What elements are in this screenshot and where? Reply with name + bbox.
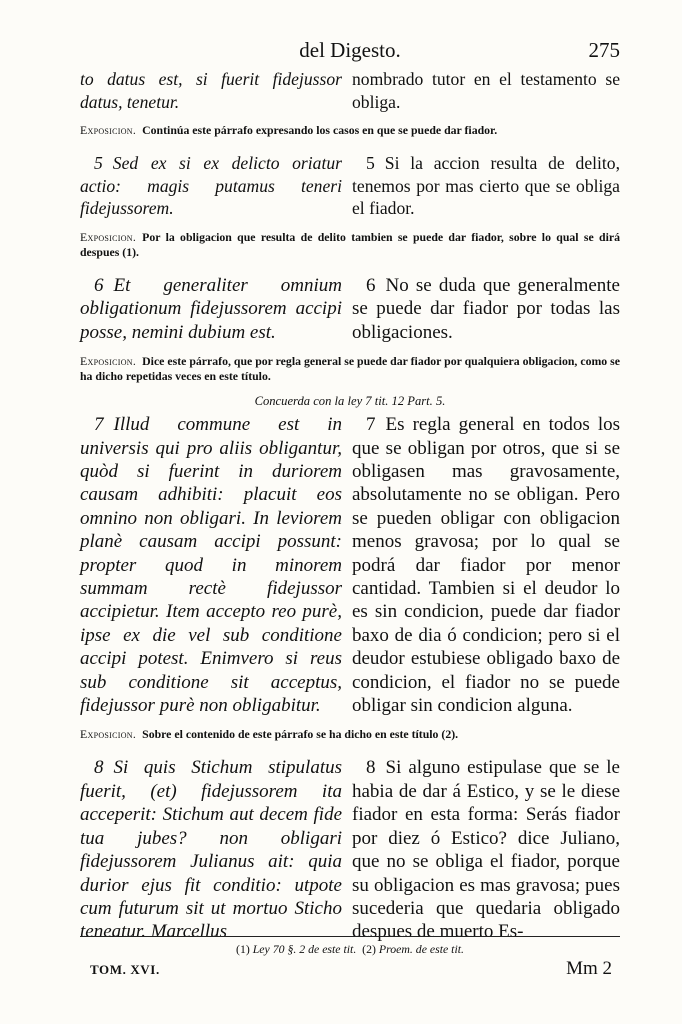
signature-mark: Mm 2: [566, 958, 612, 979]
exposicion-text: Continúa este párrafo expresando los casos en que se puede dar fiador.: [142, 123, 498, 138]
exposicion-label: Exposicion.: [80, 229, 137, 244]
concordance-note: Concuerda con la ley 7 tit. 12 Part. 5.: [254, 394, 446, 409]
paragraph-number: 5: [94, 153, 103, 174]
footnote-marker: (1): [236, 942, 250, 956]
footnote-marker: (2): [362, 942, 376, 956]
paragraph-number: 5: [366, 153, 375, 174]
paragraph-number: 7: [94, 414, 104, 436]
latin-text: Illud commune est in universis qui pro aliis obligantur, quòd si fuerint in duriorem causam adhibiti: placuit eos omnino non obligari. In leviorem planè causam accipi possunt: propter quod in minorem summam rectè fidejussor accipietur. Item accepto reo purè, ipse ex die vel sub conditione accipi potest. Enimvero si reus sub conditione sit acceptus, fidejussor purè non obligabitur.: [80, 414, 342, 717]
exposicion-note: [80, 123, 620, 138]
page-number: 275: [588, 38, 620, 62]
paragraph-pair: [80, 413, 620, 717]
spanish-text: Es regla general en todos los que se obligan por otros, que si se obligasen mas gravosamente, absolutamente no se obligan. Pero se pueden obligar con obligacion menos gravosa; por lo qual se podrá dar fiador por menor cantidad. Tambien si el deudor lo es sin condicion, puede dar fiador baxo de dia ó condicion; pero si el deudor estubiese obligado baxo de condicion, el fiador no se puede obligar sin condicion alguna.: [352, 414, 620, 717]
latin-text: Et generaliter omnium obligationum fidejussorem accipi posse, nemini dubium est.: [80, 274, 342, 343]
paragraph-pair: [80, 274, 620, 344]
exposicion-note: [80, 230, 620, 260]
exposicion-text: Por la obligacion que resulta de delito tambien se puede dar fiador, sobre lo qual se dirá despues (1).: [80, 229, 620, 259]
paragraph-number: 6: [94, 274, 104, 296]
footnote-text: Proem. de este tit.: [378, 942, 464, 956]
running-header: [80, 38, 620, 66]
paragraph-number: 6: [366, 274, 376, 296]
latin-text: to datus est, si fuerit fidejussor datus, tenetur.: [80, 69, 342, 112]
paragraph-number: 7: [366, 414, 376, 436]
paragraph-pair: [80, 152, 620, 220]
paragraph-pair: [80, 756, 620, 943]
spanish-text: Si la accion resulta de delito, tenemos por mas cierto que se obliga el fiador.: [352, 153, 620, 219]
exposicion-text: Dice este párrafo, que por regla general se puede dar fiador por qualquiera obligacion, como se ha dicho repetidas veces en este título.: [80, 354, 620, 384]
paragraph-pair: [80, 68, 620, 113]
volume-label: TOM. XVI.: [90, 962, 160, 977]
exposicion-label: Exposicion.: [80, 123, 137, 138]
footnote-rule: [80, 936, 620, 937]
exposicion-label: Exposicion.: [80, 354, 137, 369]
spanish-text: Si alguno estipulase que se le habia de dar á Estico, y se le diese fiador en esta forma: Serás fiador por diez ó Estico? dice Juliano, que no se obliga el fiador, porque su obligacion es mas gravosa; pues sucederia que quedaria obligado despues de muerto Es-: [352, 757, 620, 943]
header-title: del Digesto.: [299, 38, 401, 62]
footnote-text: Ley 70 §. 2 de este tit.: [252, 942, 357, 956]
paragraph-number: 8: [94, 757, 104, 779]
body-text: [80, 68, 620, 944]
latin-text: Si quis Stichum stipulatus fuerit, (et) fidejussorem ita acceperit: Stichum aut decem fide tua jubes? non obligari fidejussorem Julianus ait: quia durior ejus fit conditio: utpote cum futurum sit ut mortuo Sticho teneatur. Marcellus: [80, 757, 342, 943]
exposicion-label: Exposicion.: [80, 727, 137, 742]
latin-text: Sed ex si ex delicto oriatur actio: magis putamus teneri fidejussorem.: [80, 153, 342, 219]
exposicion-note: [80, 354, 620, 384]
exposicion-text: Sobre el contenido de este párrafo se ha dicho en este título (2).: [142, 727, 459, 742]
spanish-text: nombrado tutor en el testamento se obliga.: [352, 69, 620, 112]
exposicion-note: [80, 727, 620, 742]
paragraph-number: 8: [366, 757, 376, 779]
spanish-text: No se duda que generalmente se puede dar fiador por todas las obligaciones.: [352, 274, 620, 343]
footnotes: [80, 942, 620, 957]
